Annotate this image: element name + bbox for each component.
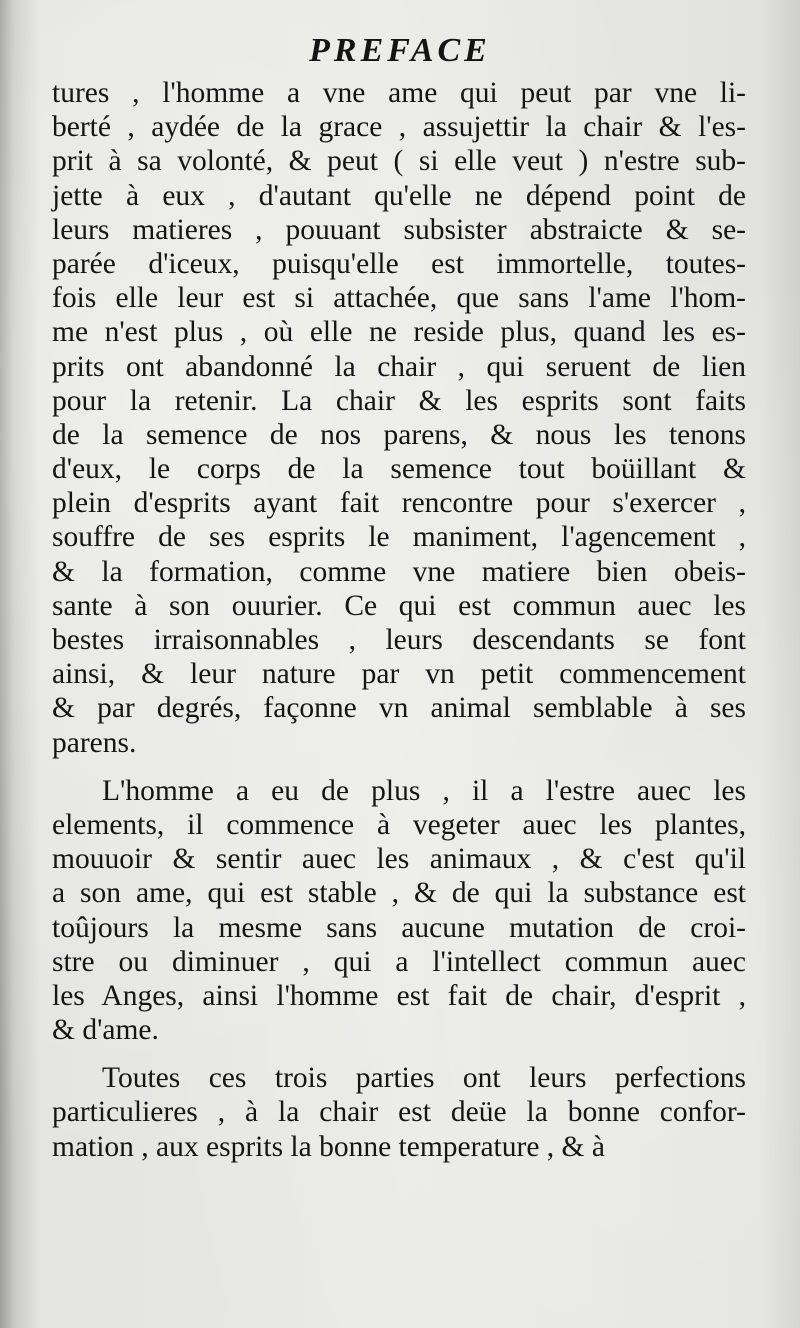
text-line: leurs matieres , pouuant subsister abstraicte & se- (52, 213, 746, 246)
paragraph (52, 1061, 746, 1164)
text-line: prit à sa volonté, & peut ( si elle veut ) n'estre sub- (52, 145, 746, 178)
text-line: fois elle leur est si attachée, que sans l'ame l'hom- (52, 282, 746, 315)
body-text (52, 76, 746, 1164)
text-line: de la semence de nos parens, & nous les tenons (52, 418, 746, 451)
text-line: particulieres , à la chair est deüe la bonne confor- (52, 1096, 746, 1129)
paragraph-gap (52, 1047, 746, 1061)
paragraph (52, 76, 746, 760)
text-line: d'eux, le corps de la semence tout boüillant & (52, 453, 746, 486)
text-line: bestes irraisonnables , leurs descendants se font (52, 624, 746, 656)
running-head: PREFACE (309, 32, 491, 69)
text-line: parens. (52, 726, 137, 759)
text-line: jette à eux , d'autant qu'elle ne dépend point de (52, 179, 746, 212)
text-line: Toutes ces trois parties ont leurs perfections (102, 1062, 746, 1095)
text-line: sante à son ouurier. Ce qui est commun auec les (52, 589, 746, 622)
text-line: & la formation, comme vne matiere bien obeis- (52, 555, 746, 588)
text-line: tures , l'homme a vne ame qui peut par vne li- (52, 77, 746, 109)
text-line: mation , aux esprits la bonne temperature , & à (52, 1130, 605, 1163)
text-line: plein d'esprits ayant fait rencontre pour s'exercer , (52, 487, 746, 520)
text-line: & par degrés, façonne vn animal semblable à ses (52, 692, 746, 725)
text-line: me n'est plus , où elle ne reside plus, quand les es- (52, 316, 746, 349)
text-line: elements, il commence à vegeter auec les plantes, (52, 808, 746, 841)
text-line: prits ont abandonné la chair , qui seruent de lien (52, 350, 746, 383)
text-line: & d'ame. (52, 1014, 159, 1047)
paragraph (52, 774, 746, 1048)
text-line: parée d'iceux, puisqu'elle est immortelle, toutes- (52, 247, 746, 280)
paragraph-gap (52, 760, 746, 774)
text-line: stre ou diminuer , qui a l'intellect commun auec (52, 945, 746, 978)
text-line: berté , aydée de la grace , assujettir la chair & l'es- (52, 111, 746, 144)
text-line: ainsi, & leur nature par vn petit commencement (52, 658, 746, 691)
text-line: souffre de ses esprits le maniment, l'agencement , (52, 521, 746, 554)
text-line: pour la retenir. La chair & les esprits sont faits (52, 384, 746, 417)
text-line: mouuoir & sentir auec les animaux , & c'est qu'il (52, 843, 746, 876)
text-line: L'homme a eu de plus , il a l'estre auec les (102, 774, 746, 807)
text-line: les Anges, ainsi l'homme est fait de chair, d'esprit , (52, 979, 746, 1012)
text-line: toûjours la mesme sans aucune mutation de croi- (52, 911, 746, 944)
text-line: a son ame, qui est stable , & de qui la substance est (52, 877, 746, 910)
